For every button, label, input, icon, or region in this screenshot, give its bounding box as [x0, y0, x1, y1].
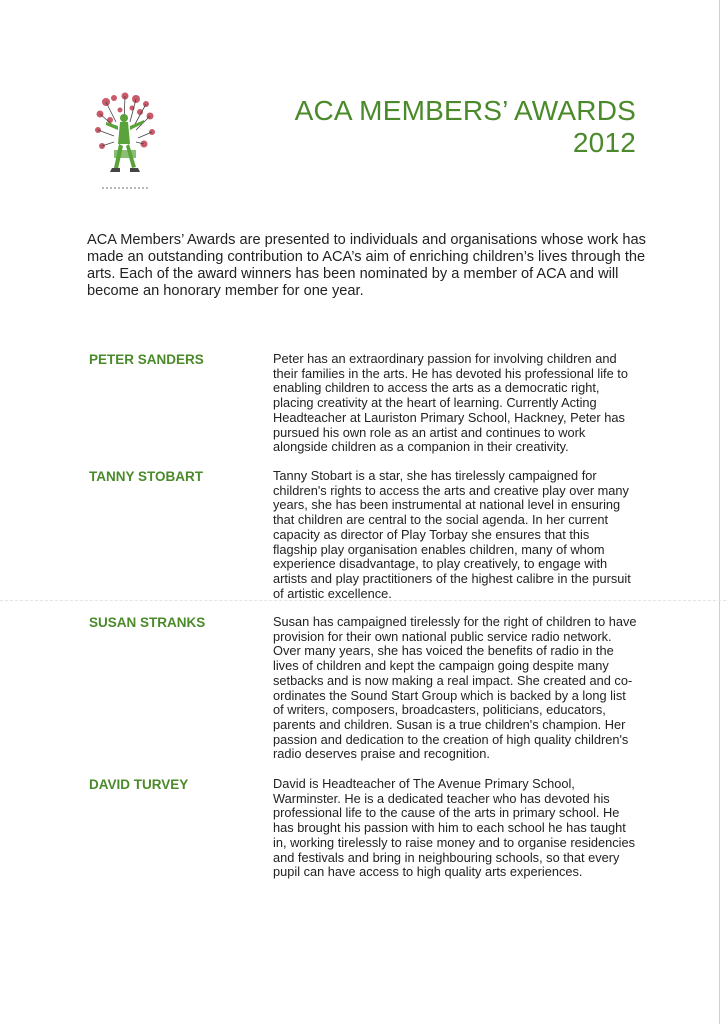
desc-line: Tanny Stobart is a star, she has tirelessly campaigned for [273, 468, 597, 483]
desc-line: in, working tirelessly to raise money and to organise residencies [273, 834, 636, 850]
award-description [273, 469, 645, 601]
award-name: PETER SANDERS [89, 352, 204, 367]
desc-line: professional life to the cause of the arts in primary school. He [273, 805, 620, 821]
desc-line: Headteacher at Lauriston Primary School, Hackney, Peter has [273, 409, 625, 425]
page-title [295, 95, 636, 159]
desc-line: Over many years, she has voiced the benefits of radio in the [273, 643, 614, 659]
desc-line: pursued his own role as an artist and continues to work [273, 424, 586, 440]
intro-paragraph: ACA Members’ Awards are presented to individuals and organisations whose work has made an outstanding contribution to ACA’s aim of enriching children’s lives through the arts. Each of the award winners has been nominated by a member of ACA and will become an honorary member for one year. [87, 232, 646, 299]
desc-line: artists and play practitioners of the highest calibre in the pursuit [273, 570, 631, 586]
desc-line: has brought his passion with him to each school he has taught [273, 820, 626, 836]
desc-line: radio deserves praise and recognition. [273, 746, 490, 762]
desc-line: lives of children and kept the campaign going despite many [273, 658, 609, 674]
award-name: SUSAN STRANKS [89, 615, 206, 630]
desc-line: placing creativity at the heart of learning. Currently Acting [273, 395, 597, 411]
desc-line: David is Headteacher of The Avenue Primary School, [273, 776, 575, 791]
desc-line: pupil can have access to high quality arts experiences. [273, 864, 583, 880]
desc-line: Susan has campaigned tirelessly for the right of children to have [273, 614, 637, 629]
desc-line: that children are central to the social agenda. In her current [273, 512, 609, 528]
desc-line: of writers, composers, broadcasters, politicians, educators, [273, 702, 606, 718]
desc-line: enabling children to access the arts as a democratic right, [273, 380, 600, 396]
tree-figure-logo [92, 92, 158, 194]
title-line-1: ACA MEMBERS’ AWARDS [294, 95, 636, 126]
award-description [273, 352, 645, 455]
tree-figure-icon [92, 92, 158, 194]
desc-line: ordinates the Sound Start Group which is backed by a long list [273, 687, 626, 703]
award-description [273, 615, 645, 762]
award-name: TANNY STOBART [89, 469, 204, 484]
award-description [273, 777, 645, 880]
title-line-2: 2012 [572, 127, 636, 158]
desc-line: Warminster. He is a dedicated teacher who has devoted his [273, 790, 610, 806]
desc-line: capacity as director of Play Torbay she ensures that this [273, 526, 590, 542]
page-edge [719, 0, 720, 1024]
desc-line: alongside children as a companion in their creativity. [273, 439, 569, 455]
desc-line: provision for their own national public service radio network. [273, 628, 612, 644]
desc-line: children's rights to access the arts and creative play over many [273, 482, 629, 498]
desc-line: experience disadvantage, to play creatively, to engage with [273, 556, 608, 572]
desc-line: and festivals and bring in neighbouring schools, so that every [273, 849, 620, 865]
desc-line: of artistic excellence. [273, 585, 392, 601]
desc-line: Peter has an extraordinary passion for involving children and [273, 351, 617, 366]
desc-line: flagship play organisation enables children, many of whom [273, 541, 605, 557]
desc-line: their families in the arts. He has devoted his professional life to [273, 365, 628, 381]
desc-line: years, she has been instrumental at national level in ensuring [273, 497, 621, 513]
desc-line: parents and children. Susan is a true children's champion. Her [273, 716, 626, 732]
award-name: DAVID TURVEY [89, 777, 189, 792]
desc-line: setbacks and is now making a real impact. She created and co- [273, 672, 633, 688]
desc-line: passion and dedication to the creation of high quality children's [273, 731, 629, 747]
